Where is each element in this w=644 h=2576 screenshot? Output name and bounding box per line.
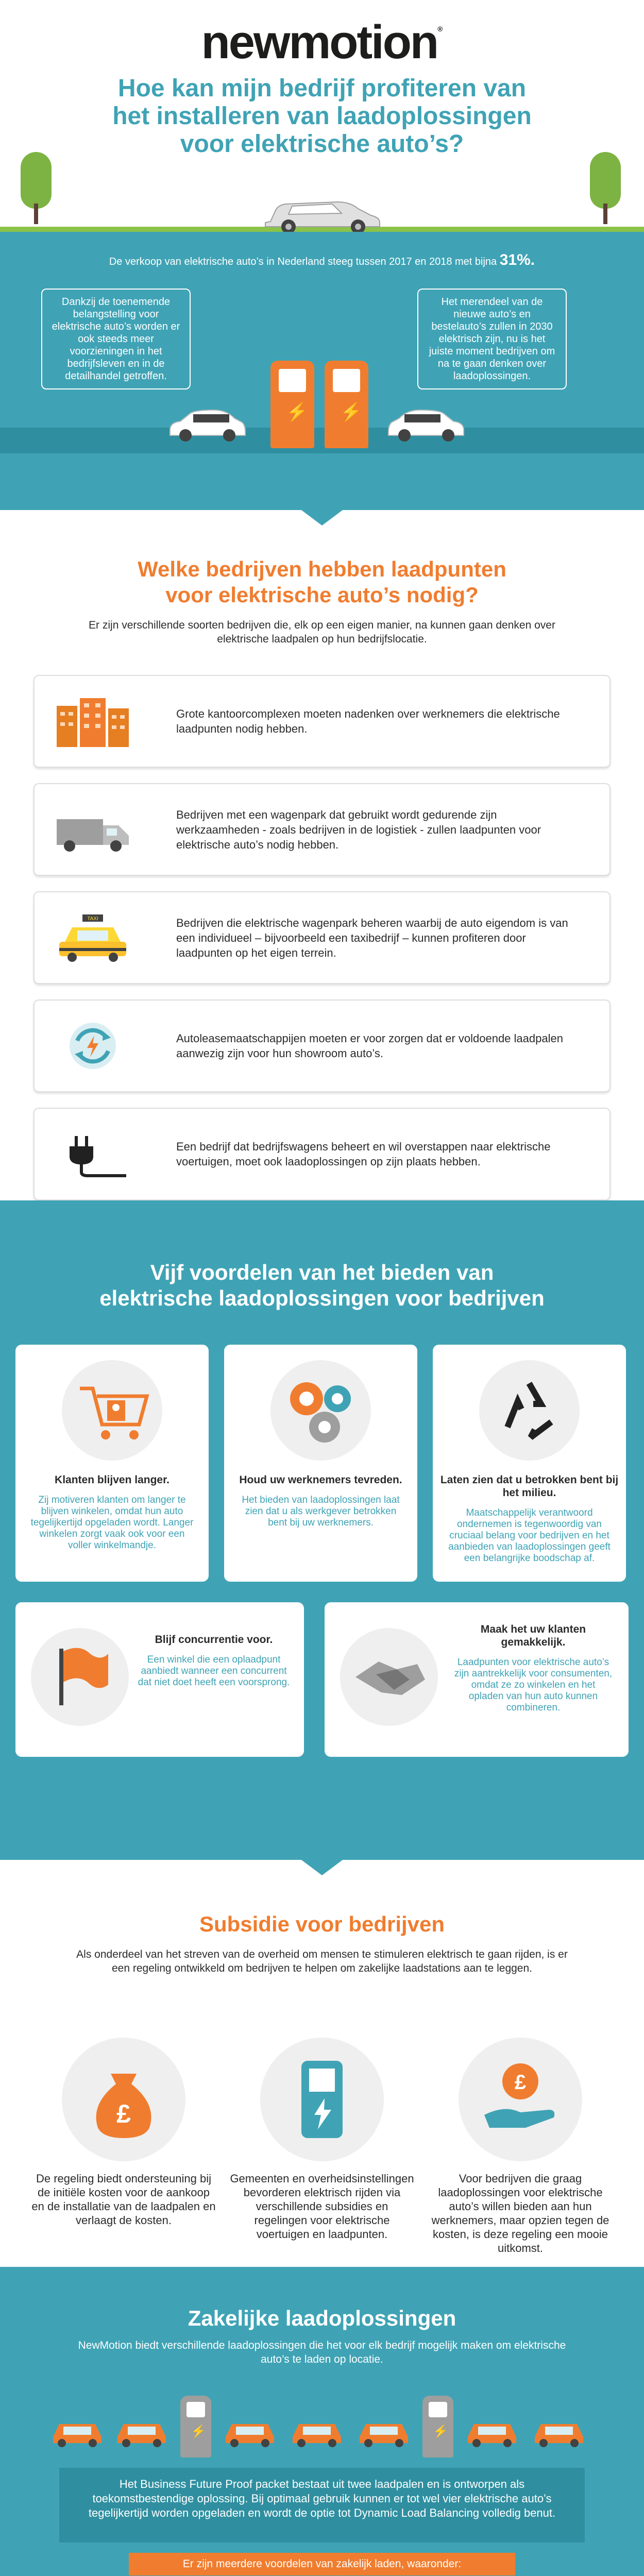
company-card bbox=[33, 891, 611, 984]
charging-station-icon: ⚡ bbox=[180, 2396, 211, 2458]
benefit-text: Zij motiveren klanten om langer te blijven winkelen, omdat hun auto tegelijkertijd opgeladen wordt. Langer winkelen zorgt vaak ook voor een voller winkelmandje. bbox=[30, 1495, 194, 1551]
benefit-card bbox=[224, 1345, 417, 1582]
car-icon bbox=[386, 407, 469, 443]
money-bag-icon bbox=[62, 2038, 185, 2161]
subsidy-column bbox=[31, 2038, 216, 2227]
section-intro: Als onderdeel van het streven van de overheid om mensen te stimuleren elektrisch te gaan rijden, is er een regeling ontwikkeld om bedrijven te helpen om zakelijke laadstations aan te leggen. bbox=[76, 1948, 568, 1974]
benefit-title: Maak het uw klanten gemakkelijk. bbox=[480, 1623, 586, 1648]
car-icon bbox=[355, 2416, 412, 2447]
business-package-box: Het Business Future Proof packet bestaat uit twee laadpalen en is ontworpen als toekomstbestendige oplossing. Bij optimaal gebruik kunnen er tot wel vier elektrische auto’s tegelijkertijd worden opgeladen en wordt de optie tot Dynamic Load Balancing volledig benut. bbox=[59, 2468, 585, 2543]
charging-station-icon bbox=[260, 2038, 384, 2161]
taxi-icon bbox=[54, 912, 131, 963]
benefit-text: Maatschappelijk verantwoord ondernemen is tegenwoordig van cruciaal belang voor bedrijven en het aanbieden van laadoplossingen geeft een belangrijke boodschap af. bbox=[448, 1507, 611, 1564]
car-icon bbox=[289, 2416, 345, 2447]
pound-symbol: £ bbox=[514, 2071, 527, 2094]
tree-icon bbox=[18, 152, 54, 229]
section-title: Welke bedrijven hebben laadpunten voor elektrische auto’s nodig? bbox=[138, 557, 506, 607]
shopping-cart-icon bbox=[62, 1360, 162, 1461]
companies-section bbox=[0, 556, 644, 1168]
car-icon bbox=[165, 407, 247, 443]
subsidy-text: De regeling biedt ondersteuning bij de initiële kosten voor de aankoop en de installatie van de laadpalen en verlaagt de kosten. bbox=[31, 2172, 216, 2227]
road-stripe bbox=[0, 428, 644, 453]
subsidy-section bbox=[0, 1911, 644, 2255]
handshake-icon bbox=[340, 1628, 438, 1726]
card-text: Grote kantoorcomplexen moeten nadenken over werknemers die elektrische laadpunten nodig hebben. bbox=[176, 707, 560, 735]
card-text: Autoleasemaatschappijen moeten er voor zorgen dat er voldoende laadpalen aanwezig zijn voor hun showroom auto’s. bbox=[176, 1032, 563, 1060]
benefit-text: Laadpunten voor elektrische auto’s zijn aantrekkelijk voor consumenten, omdat ze zo winkelen en het opladen van hun auto kunnen combineren. bbox=[454, 1657, 613, 1713]
charging-station-icon: ⚡ bbox=[422, 2396, 453, 2458]
advantages-bar: Er zijn meerdere voordelen van zakelijk laden, waaronder: bbox=[129, 2553, 515, 2575]
company-card bbox=[33, 675, 611, 768]
section-title: Subsidie voor bedrijven bbox=[199, 1912, 445, 1936]
logo: newmotion® bbox=[201, 16, 443, 69]
info-box-left: Dankzij de toenemende belangstelling voor elektrische auto’s worden er ook steeds meer voorzieningen in het bedrijfsleven en in de detailhandel getroffen. bbox=[41, 289, 191, 389]
coin-hand-icon bbox=[459, 2038, 582, 2161]
benefit-card bbox=[15, 1602, 304, 1757]
lease-cycle-icon bbox=[54, 1020, 131, 1072]
card-text: Bedrijven met een wagenpark dat gebruikt wordt gedurende zijn werkzaamheden - zoals bedrijven in de logistiek - zullen laadpunten voor elektrische auto’s nodig hebben. bbox=[176, 808, 541, 851]
page-title: Hoe kan mijn bedrijf profiteren van het installeren van laadoplossingen voor elektrische auto’s? bbox=[112, 75, 532, 158]
company-card bbox=[33, 999, 611, 1092]
card-text: Een bedrijf dat bedrijfswagens beheert en wil overstappen naar elektrische voertuigen, moet ook laadoplossingen op zijn plaats hebben. bbox=[176, 1140, 551, 1168]
benefit-title: Klanten blijven langer. bbox=[55, 1474, 170, 1486]
delivery-van-icon bbox=[54, 804, 131, 855]
benefit-text: Het bieden van laadoplossingen laat zien dat u als werkgever betrokken bent bij uw werknemers. bbox=[242, 1495, 400, 1528]
section-arrow bbox=[301, 510, 343, 526]
card-text: Bedrijven die elektrische wagenpark beheren waarbij de auto eigendom is van een individueel – bijvoorbeeld een taxibedrijf – kunnen profiteren door laadpunten op het eigen terrein. bbox=[176, 916, 568, 959]
car-icon bbox=[49, 2416, 106, 2447]
benefit-card bbox=[15, 1345, 209, 1582]
section-intro: Er zijn verschillende soorten bedrijven die, elk op een eigen manier, na kunnen gaan denken over elektrische laadpalen op hun bedrijfslocatie. bbox=[89, 619, 555, 645]
car-icon bbox=[113, 2416, 170, 2447]
car-icon bbox=[222, 2416, 278, 2447]
charging-station-icon: ⚡ bbox=[325, 361, 368, 448]
benefit-title: Blijf concurrentie voor. bbox=[155, 1634, 273, 1646]
car-icon bbox=[260, 196, 384, 234]
section-intro: NewMotion biedt verschillende laadoplossingen die het voor elk bedrijf mogelijk maken om elektrische auto’s te laden op locatie. bbox=[78, 2340, 566, 2365]
flag-icon bbox=[31, 1628, 129, 1726]
sales-stat: De verkoop van elektrische auto’s in Nederland steeg tussen 2017 en 2018 met bijna 31%. bbox=[109, 251, 535, 268]
section-arrow bbox=[301, 1860, 343, 1875]
benefit-card bbox=[433, 1345, 626, 1582]
subsidy-column bbox=[229, 2038, 415, 2241]
car-icon bbox=[464, 2416, 520, 2447]
section-title: Zakelijke laadoplossingen bbox=[188, 2306, 456, 2330]
charging-station-icon: ⚡ bbox=[270, 361, 314, 448]
benefit-card bbox=[325, 1602, 629, 1757]
info-box-right: Het merendeel van de nieuwe auto’s en bestelauto’s zullen in 2030 elektrisch zijn, nu is het juiste moment bedrijven om na te gaan denken over laadoplossingen. bbox=[417, 289, 567, 389]
taxi-sign-label: TAXI bbox=[87, 916, 98, 922]
pound-symbol: £ bbox=[116, 2099, 131, 2128]
subsidy-column bbox=[428, 2038, 613, 2255]
benefits-section bbox=[0, 1200, 644, 1860]
road-section bbox=[0, 273, 644, 510]
tree-icon bbox=[587, 152, 623, 229]
company-card bbox=[33, 1108, 611, 1200]
subsidy-text: Voor bedrijven die graag laadoplossingen voor elektrische auto’s willen bieden aan hun werknemers, maar opzien tegen de kosten, is deze regeling een mooie uitkomst. bbox=[431, 2172, 609, 2255]
subsidy-text: Gemeenten en overheidsinstellingen bevorderen elektrisch rijden via verschillende subsidies en regelingen voor elektrische voertuigen en laadpunten. bbox=[230, 2172, 414, 2241]
section-title: Vijf voordelen van het bieden van elektrische laadoplossingen voor bedrijven bbox=[99, 1260, 545, 1310]
plug-icon bbox=[54, 1128, 131, 1180]
recycle-icon bbox=[479, 1360, 580, 1461]
parking-illustration bbox=[0, 2391, 644, 2468]
gears-people-icon bbox=[270, 1360, 371, 1461]
company-card bbox=[33, 783, 611, 876]
benefit-title: Laten zien dat u betrokken bent bij het milieu. bbox=[440, 1474, 619, 1499]
benefit-text: Een winkel die een oplaadpunt aanbiedt wanneer een concurrent dat niet doet heeft een voorsprong. bbox=[138, 1654, 290, 1688]
business-section bbox=[0, 2267, 644, 2576]
car-icon bbox=[531, 2416, 587, 2447]
office-building-icon bbox=[54, 696, 131, 747]
header bbox=[0, 0, 644, 319]
benefit-title: Houd uw werknemers tevreden. bbox=[239, 1474, 402, 1486]
